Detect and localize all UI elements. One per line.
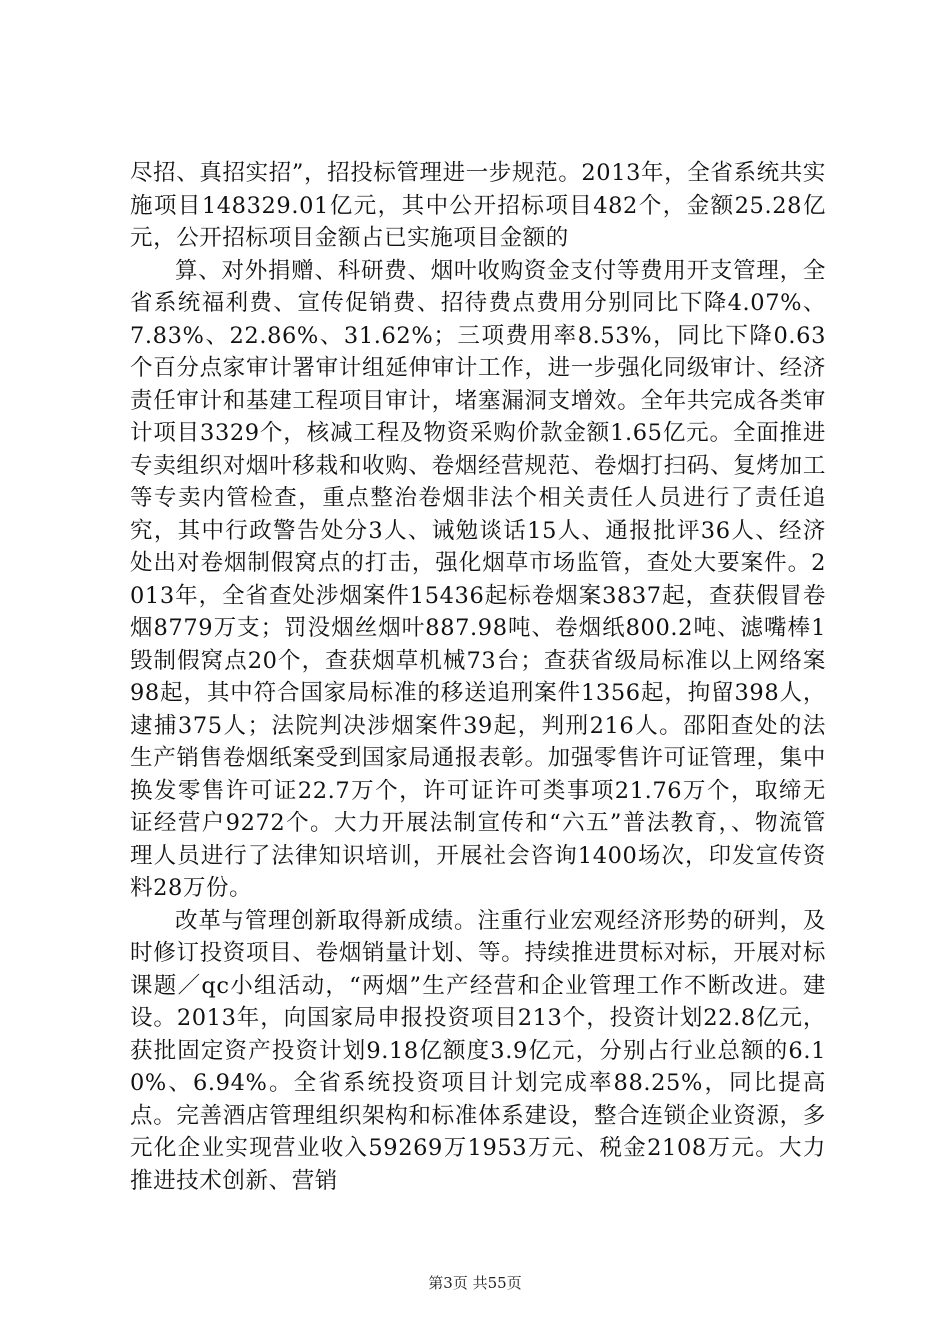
page-footer: 第3页 共55页 <box>428 1274 522 1292</box>
paragraph-2: 算、对外捐赠、科研费、烟叶收购资金支付等费用开支管理，全省系统福利费、宣传促销费、招待费点费用分别同比下降4.07%、7.83%、22.86%、31.62%；三项费用率8.53%，同比下降0.63个百分点家审计署审计组延伸审计工作，进一步强化同级审计、经济责任审计和基建工程项目审计，堵塞漏洞支增效。全年共完成各类审计项目3329个，核减工程及物资采购价款金额1.65亿元。全面推进专卖组织对烟叶移栽和收购、卷烟经营规范、卷烟打扫码、复烤加工等专卖内管检查，重点整治卷烟非法个相关责任人员进行了责任追究，其中行政警告处分3人、诫勉谈话15人、通报批评36人、经济处出对卷烟制假窝点的打击，强化烟草市场监管，查处大要案件。2013年，全省查处涉烟案件15436起标卷烟案3837起，查获假冒卷烟8779万支；罚没烟丝烟叶887.98吨、卷烟纸800.2吨、滤嘴棒1毁制假窝点20个，查获烟草机械73台；查获省级局标准以上网络案98起，其中符合国家局标准的移送追刑案件1356起，拘留398人，逮捕375人；法院判决涉烟案件39起，判刑216人。邵阳查处的法生产销售卷烟纸案受到国家局通报表彰。加强零售许可证管理，集中换发零售许可证22.7万个，许可证许可类事项21.76万个，取缔无证经营户9272个。大力开展法制宣传和“六五”普法教育，、物流管理人员进行了法律知识培训，开展社会咨询1400场次，印发宣传资料28万份。 <box>130 257 826 901</box>
document-body <box>130 157 826 1197</box>
paragraph-3: 改革与管理创新取得新成绩。注重行业宏观经济形势的研判，及时修订投资项目、卷烟销量计划、等。持续推进贯标对标，开展对标课题／qc小组活动，“两烟”生产经营和企业管理工作不断改进。建设。2013年，向国家局申报投资项目213个，投资计划22.8亿元，获批固定资产投资计划9.18亿额度3.9亿元，分别占行业总额的6.10%、6.94%。全省系统投资项目计划完成率88.25%，同比提高点。完善酒店管理组织架构和标准体系建设，整合连锁企业资源，多元化企业实现营业收入59269万1953万元、税金2108万元。大力推进技术创新、营销 <box>130 907 826 1194</box>
paragraph-1: 尽招、真招实招”，招投标管理进一步规范。2013年，全省系统共实施项目148329.01亿元，其中公开招标项目482个，金额25.28亿元，公开招标项目金额占已实施项目金额的 <box>130 160 826 251</box>
